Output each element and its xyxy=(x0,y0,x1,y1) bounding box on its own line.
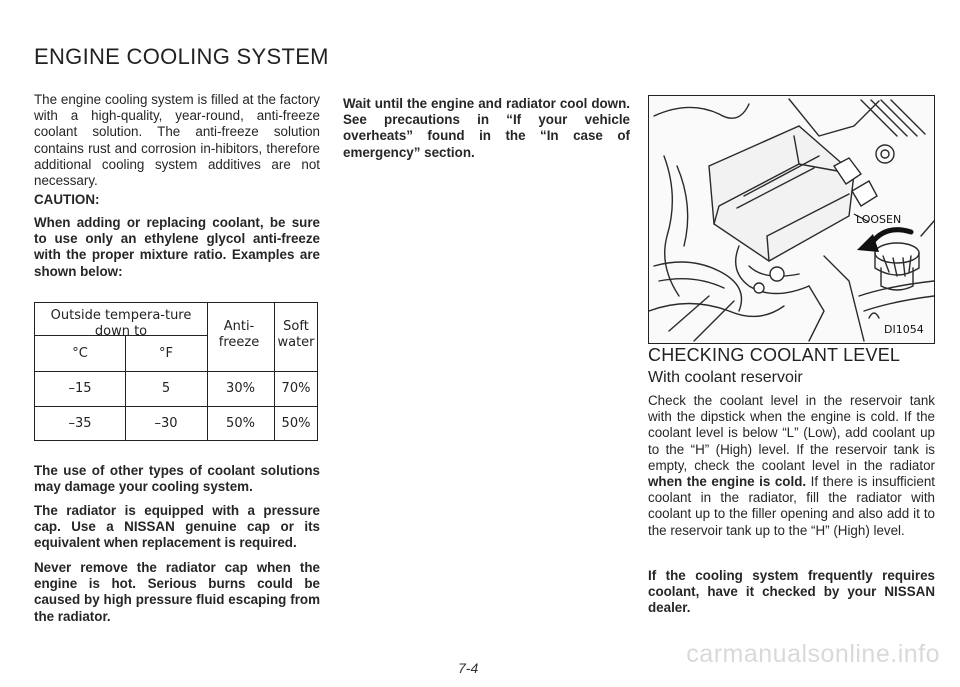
header-outside-temp: Outside tempera-ture down to xyxy=(50,308,192,339)
header-fahrenheit: °F xyxy=(159,346,173,361)
header-celsius: °C xyxy=(72,346,88,361)
row-2-antifreeze: 50% xyxy=(226,416,255,431)
intro-paragraph: The engine cooling system is filled at the factory with a high-quality, year-round, anti-freeze coolant solution. The anti-freeze solution contains rust and corrosion in-hibitors, therefore additional cooling system additives are not necessary. xyxy=(34,92,320,189)
header-soft-water: Soft water xyxy=(277,319,315,350)
watermark-text: carmanualsonline.info xyxy=(686,640,940,668)
row-1-fahrenheit: 5 xyxy=(161,381,171,396)
page-number: 7-4 xyxy=(458,660,479,676)
mixture-table xyxy=(34,302,318,441)
row-1-celsius: –15 xyxy=(68,381,92,396)
section-subtitle: With coolant reservoir xyxy=(648,369,803,386)
caution-label: CAUTION: xyxy=(34,192,100,207)
warning-other-types: The use of other types of coolant solutions may damage your cooling system. xyxy=(34,463,320,495)
section-title: CHECKING COOLANT LEVEL xyxy=(648,345,901,365)
figure-id: DI1054 xyxy=(884,323,924,336)
caution-text: When adding or replacing coolant, be sure to use only an ethylene glycol anti-freeze with the proper mixture ratio. Examples are shown below: xyxy=(34,215,320,279)
header-antifreeze: Anti-freeze xyxy=(218,319,260,350)
row-2-fahrenheit: –30 xyxy=(154,416,178,431)
page-title: ENGINE COOLING SYSTEM xyxy=(34,44,329,69)
check-coolant-paragraph: Check the coolant level in the reservoir tank with the dipstick when the engine is cold. If the coolant level is below “L” (Low), add coolant up to the “H” (High) level. If the reservoir tank is empty, check the coolant level in the radiator when the engine is cold. If there is insufficient coolant in the radiator, fill the radiator with coolant up to the filler opening and also add it to the reservoir tank up to the “H” (High) level. xyxy=(648,393,935,538)
dealer-advice: If the cooling system frequently requires coolant, have it checked by your NISSAN dealer. xyxy=(648,568,935,616)
warning-remove-cap: Never remove the radiator cap when the engine is hot. Serious burns could be caused by high pressure fluid escaping from the radiator. xyxy=(34,560,320,624)
loosen-callout: LOOSEN xyxy=(856,213,902,226)
row-1-antifreeze: 30% xyxy=(226,381,255,396)
row-1-water: 70% xyxy=(281,381,311,396)
warning-pressure-cap: The radiator is equipped with a pressure cap. Use a NISSAN genuine cap or its equivalent when replacement is required. xyxy=(34,503,320,551)
wait-instruction: Wait until the engine and radiator cool down. See precautions in “If your vehicle overheats” found in the “In case of emergency” section. xyxy=(343,96,630,160)
row-2-water: 50% xyxy=(281,416,311,431)
engine-bay-drawing xyxy=(649,96,934,343)
radiator-cap-illustration xyxy=(648,95,935,344)
row-2-celsius: –35 xyxy=(68,416,92,431)
